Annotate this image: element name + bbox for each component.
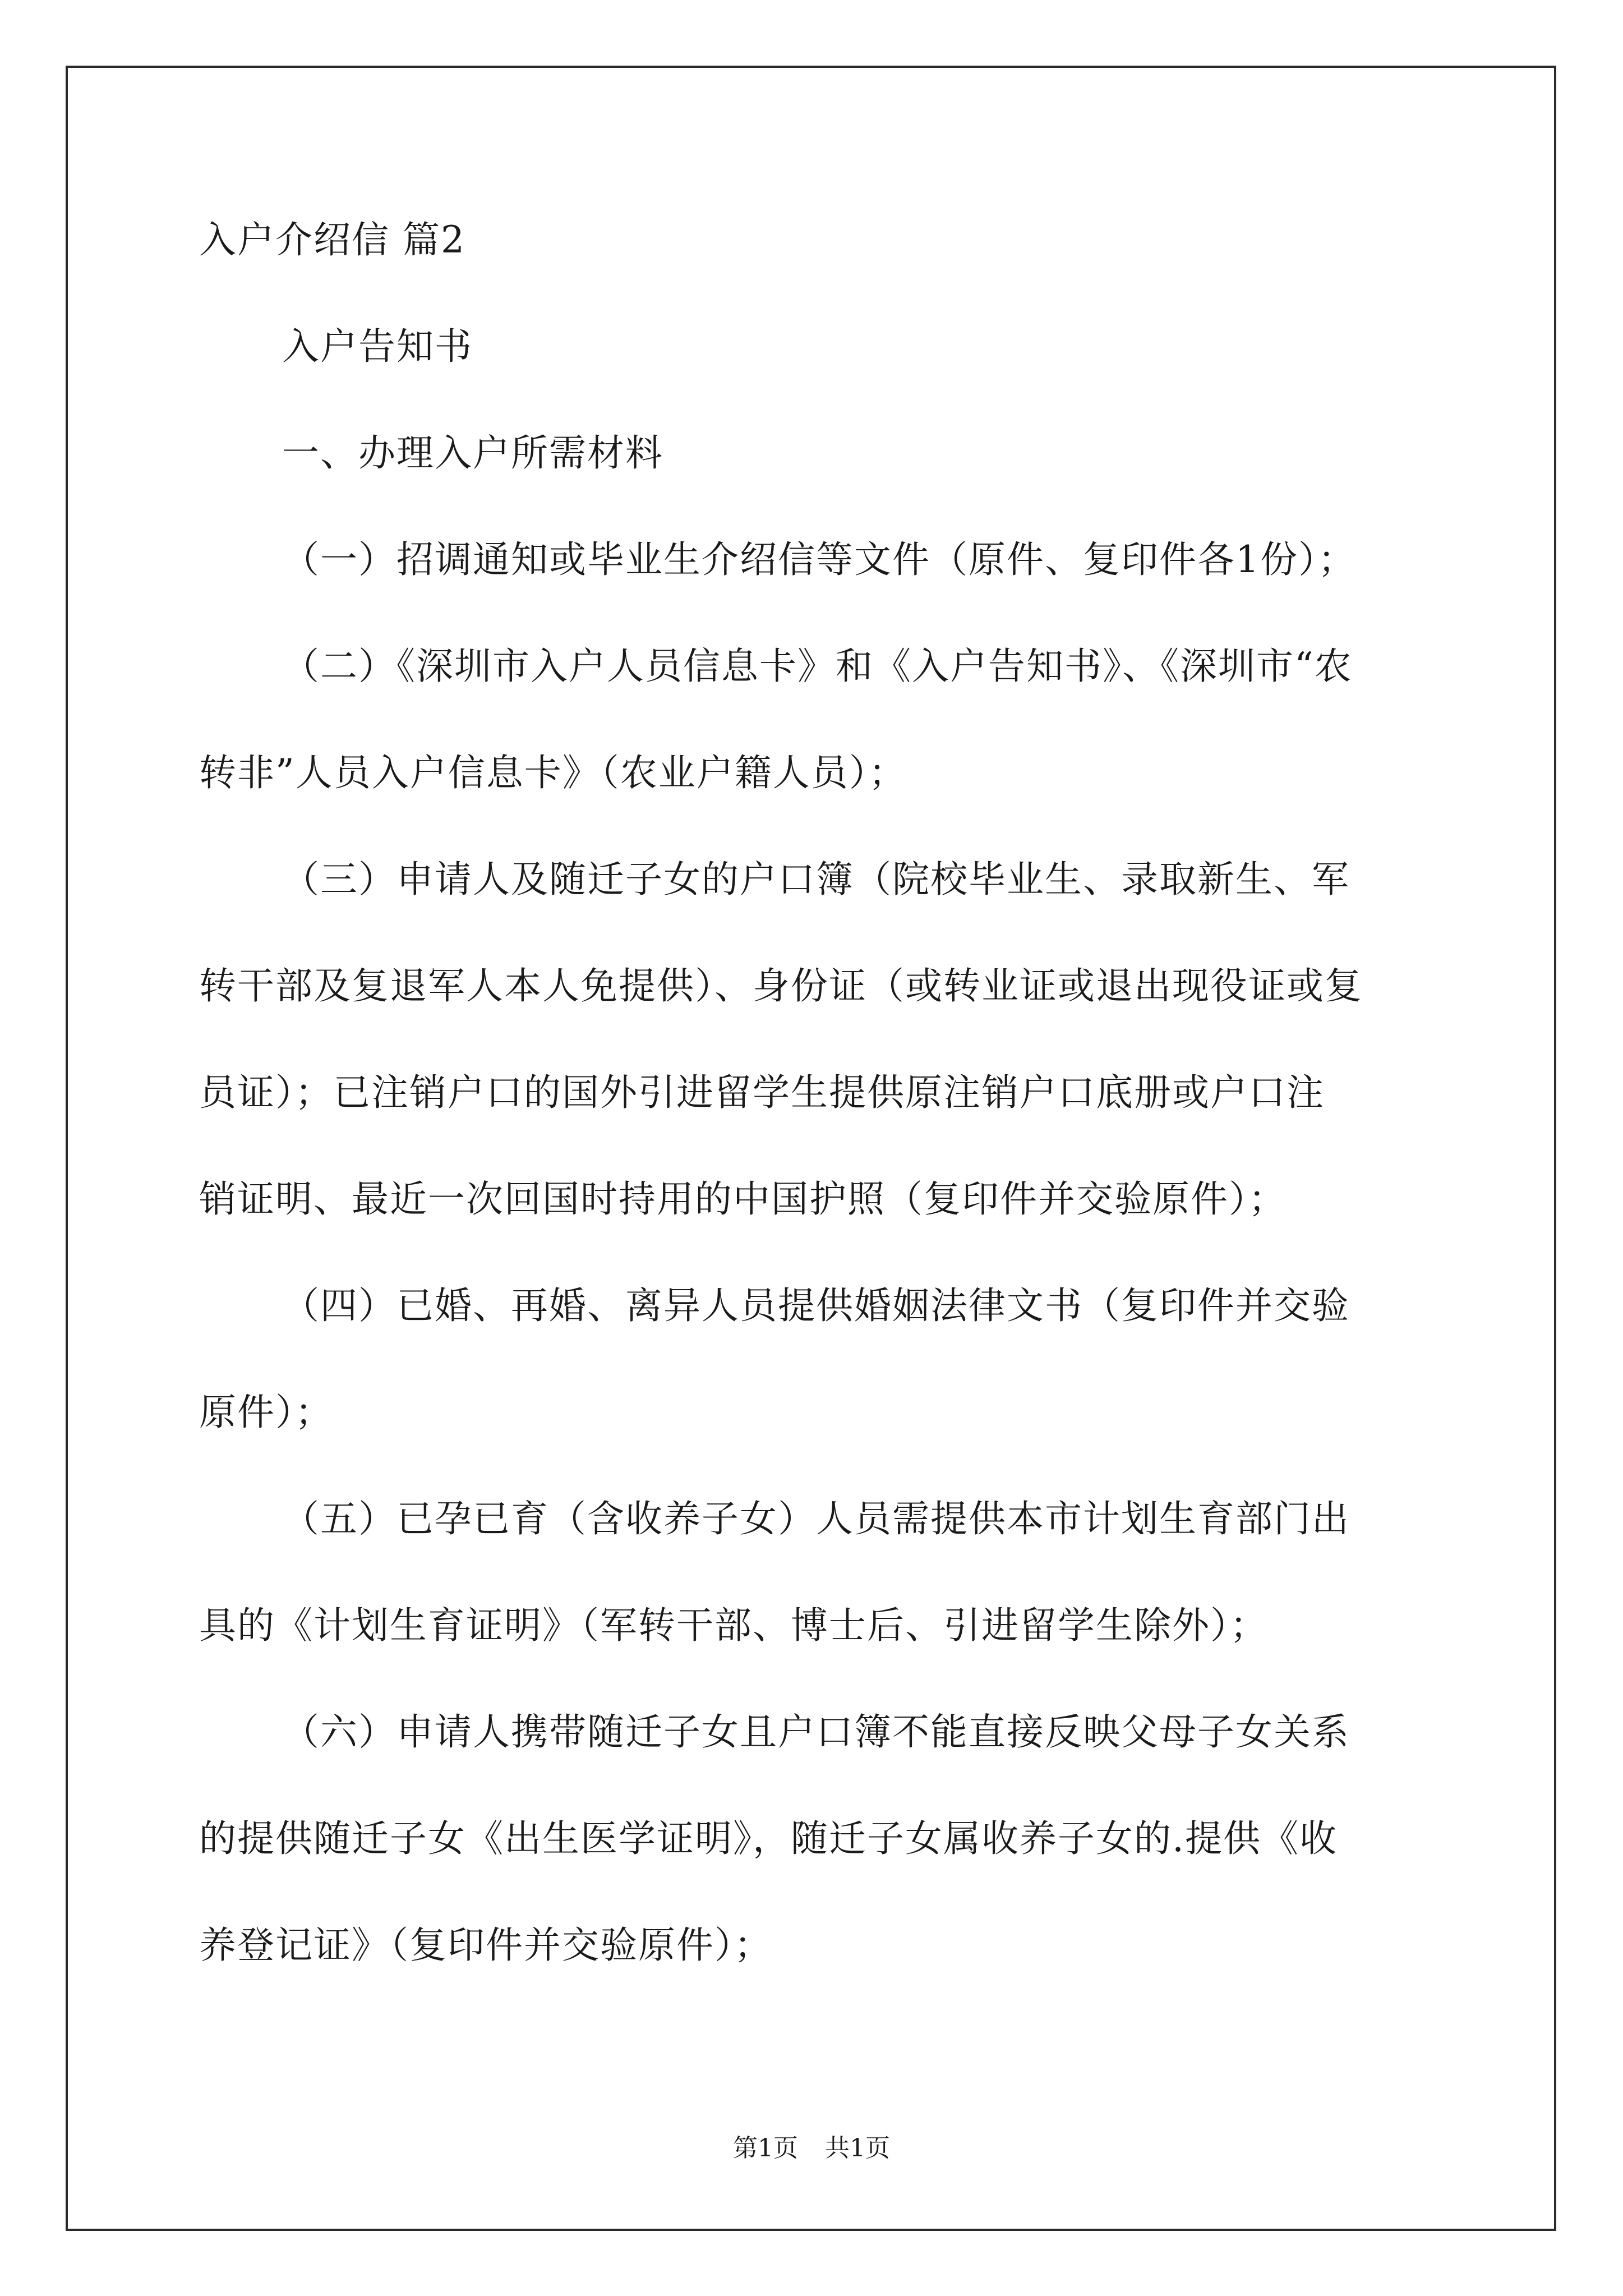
paragraph-line: （三）申请人及随迁子女的户口簿（院校毕业生、录取新生、军 bbox=[282, 858, 1350, 901]
document-heading: 入户介绍信 篇2 bbox=[199, 218, 465, 261]
page-border bbox=[66, 66, 1556, 2231]
paragraph-line: 员证）；已注销户口的国外引进留学生提供原注销户口底册或户口注 bbox=[199, 1071, 1325, 1114]
page-footer bbox=[0, 2134, 1623, 2162]
paragraph-line: 原件）； bbox=[199, 1391, 333, 1434]
document-subheading: 入户告知书 bbox=[282, 325, 473, 368]
paragraph-line: 转干部及复退军人本人免提供）、身份证（或转业证或退出现役证或复 bbox=[199, 964, 1363, 1007]
paragraph-line: （四）已婚、再婚、离异人员提供婚姻法律文书（复印件并交验 bbox=[282, 1284, 1350, 1327]
paragraph-line: 具的《计划生育证明》（军转干部、博士后、引进留学生除外）； bbox=[199, 1604, 1268, 1647]
paragraph-line: 转非”人员入户信息卡》（农业户籍人员）； bbox=[199, 751, 907, 794]
paragraph-line: 的提供随迁子女《出生医学证明》，随迁子女属收养子女的.提供《收 bbox=[199, 1817, 1338, 1860]
page-number: 第1页 bbox=[733, 2134, 798, 2162]
paragraph-line: （二）《深圳市入户人员信息卡》和《入户告知书》、《深圳市“农 bbox=[282, 645, 1353, 688]
paragraph-line: 销证明、最近一次回国时持用的中国护照（复印件并交验原件）； bbox=[199, 1177, 1287, 1221]
paragraph-line: （五）已孕已育（含收养子女）人员需提供本市计划生育部门出 bbox=[282, 1497, 1350, 1540]
paragraph-line: （一）招调通知或毕业生介绍信等文件（原件、复印件各1份）； bbox=[282, 538, 1356, 581]
paragraph-line: （六）申请人携带随迁子女且户口簿不能直接反映父母子女关系 bbox=[282, 1710, 1350, 1754]
paragraph-line: 养登记证》（复印件并交验原件）； bbox=[199, 1924, 772, 1967]
page-total: 共1页 bbox=[825, 2134, 890, 2162]
section-title: 一、办理入户所需材料 bbox=[282, 431, 663, 475]
